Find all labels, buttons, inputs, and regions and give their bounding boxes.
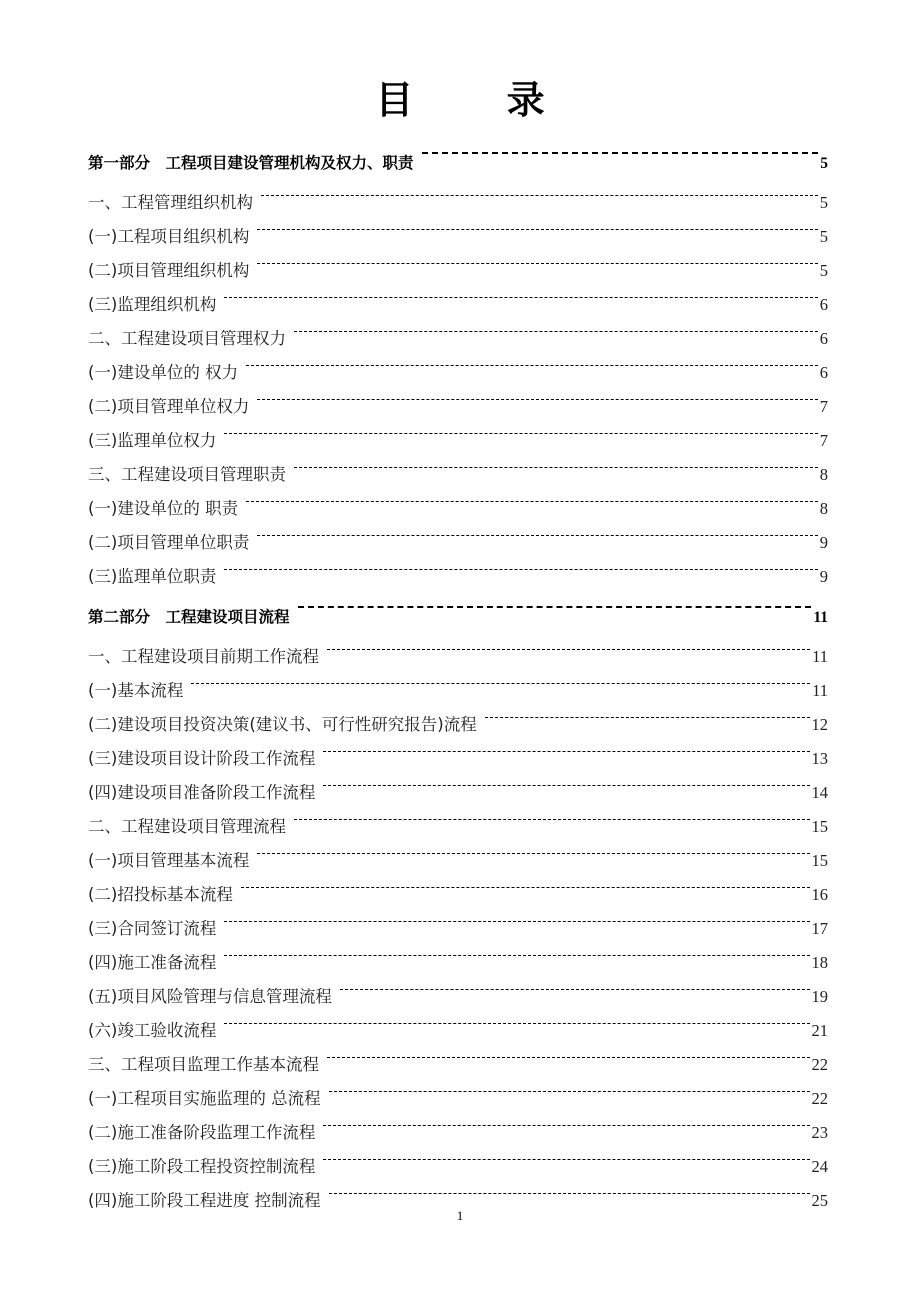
- toc-entry-label: (一)工程项目实施监理的 总流程: [88, 1089, 321, 1108]
- dot-leader: [298, 584, 812, 622]
- toc-title: 目 录: [375, 78, 585, 122]
- toc-entry-page: 16: [811, 885, 828, 904]
- dot-leader: [224, 276, 817, 310]
- toc-entry-label: (一)建设单位的 职责: [88, 499, 239, 518]
- toc-entry-page: 17: [811, 919, 828, 938]
- toc-entry-page: 9: [819, 567, 828, 586]
- dot-leader: [327, 628, 810, 662]
- toc-entry-page: 5: [819, 193, 828, 212]
- toc-entry-label: (三)合同签订流程: [88, 919, 217, 938]
- toc-entry-label: (二)项目管理组织机构: [88, 261, 250, 280]
- dot-leader: [224, 548, 817, 582]
- toc-entry-page: 8: [819, 499, 828, 518]
- toc-entry-label: (二)项目管理单位权力: [88, 397, 250, 416]
- dot-leader: [340, 968, 810, 1002]
- dot-leader: [257, 378, 817, 412]
- toc-entry-label: (一)工程项目组织机构: [88, 227, 250, 246]
- toc-entry-label: (四)施工阶段工程进度 控制流程: [88, 1191, 321, 1210]
- dot-leader: [327, 1036, 810, 1070]
- toc-entry-page: 6: [819, 363, 828, 382]
- toc-entry-label: (五)项目风险管理与信息管理流程: [88, 987, 332, 1006]
- toc-entry-page: 7: [819, 431, 828, 450]
- dot-leader: [257, 832, 809, 866]
- dot-leader: [294, 446, 818, 480]
- toc-entry-label: 一、工程建设项目前期工作流程: [88, 647, 319, 666]
- toc-entry-label: (二)项目管理单位职责: [88, 533, 250, 552]
- page-number: 1: [456, 1208, 464, 1223]
- toc-entry-page: 18: [811, 953, 828, 972]
- toc-entry-label: (一)建设单位的 权力: [88, 363, 239, 382]
- toc-entry-label: (二)招投标基本流程: [88, 885, 233, 904]
- toc-entry-page: 11: [813, 609, 828, 626]
- toc-entry-page: 22: [811, 1055, 828, 1074]
- toc-entry-page: 8: [819, 465, 828, 484]
- toc-entry-page: 24: [811, 1157, 828, 1176]
- dot-leader: [241, 866, 810, 900]
- toc-part-entry[interactable]: [88, 130, 828, 172]
- toc-entry-label: 三、工程建设项目管理职责: [88, 465, 286, 484]
- toc-entry-page: 5: [820, 155, 828, 172]
- toc-entry-label: (四)施工准备流程: [88, 953, 217, 972]
- dot-leader: [191, 662, 810, 696]
- dot-leader: [246, 344, 818, 378]
- toc-entry-label: (二)建设项目投资决策(建议书、可行性研究报告)流程: [88, 715, 477, 734]
- dot-leader: [257, 242, 817, 276]
- toc-entry-page: 15: [811, 817, 828, 836]
- dot-leader: [224, 1002, 809, 1036]
- dot-leader: [224, 934, 809, 968]
- toc-entry-page: 6: [819, 329, 828, 348]
- toc-entry-page: 6: [819, 295, 828, 314]
- toc-entry-label: (六)竣工验收流程: [88, 1021, 217, 1040]
- toc-entry-label: 三、工程项目监理工作基本流程: [88, 1055, 319, 1074]
- toc-entry-page: 7: [819, 397, 828, 416]
- toc-entry-page: 11: [812, 681, 828, 700]
- toc-entry-page: 21: [811, 1021, 828, 1040]
- toc-entry-page: 22: [811, 1089, 828, 1108]
- toc-entry-label: 第一部分 工程项目建设管理机构及权力、职责: [88, 154, 414, 172]
- dot-leader: [329, 1172, 810, 1206]
- dot-leader: [329, 1070, 810, 1104]
- dot-leader: [323, 764, 809, 798]
- dot-leader: [257, 514, 817, 548]
- toc-entry-label: (一)项目管理基本流程: [88, 851, 250, 870]
- toc-subsection-entry[interactable]: [88, 696, 828, 734]
- toc-entry-page: 12: [811, 715, 828, 734]
- dot-leader: [422, 130, 819, 168]
- toc-entry-label: (四)建设项目准备阶段工作流程: [88, 783, 316, 802]
- toc-entry-page: 15: [811, 851, 828, 870]
- toc-entry-label: 二、工程建设项目管理流程: [88, 817, 286, 836]
- toc-entry-page: 9: [819, 533, 828, 552]
- dot-leader: [246, 480, 818, 514]
- toc-entry-label: 第二部分 工程建设项目流程: [88, 608, 290, 626]
- dot-leader: [294, 798, 810, 832]
- toc-entry-label: (三)建设项目设计阶段工作流程: [88, 749, 316, 768]
- dot-leader: [323, 1104, 809, 1138]
- dot-leader: [224, 412, 817, 446]
- toc-entry-label: (一)基本流程: [88, 681, 184, 700]
- toc-entry-page: 23: [811, 1123, 828, 1142]
- dot-leader: [261, 174, 818, 208]
- toc-entry-label: (三)监理单位权力: [88, 431, 217, 450]
- toc-entry-label: (三)监理单位职责: [88, 567, 217, 586]
- table-of-contents: [88, 128, 828, 1210]
- toc-entry-label: 二、工程建设项目管理权力: [88, 329, 286, 348]
- toc-entry-page: 13: [811, 749, 828, 768]
- toc-entry-label: (三)监理组织机构: [88, 295, 217, 314]
- dot-leader: [294, 310, 818, 344]
- toc-subsection-entry[interactable]: [88, 662, 828, 700]
- toc-entry-page: 19: [811, 987, 828, 1006]
- toc-entry-label: (二)施工准备阶段监理工作流程: [88, 1123, 316, 1142]
- toc-entry-page: 14: [811, 783, 828, 802]
- dot-leader: [224, 900, 809, 934]
- dot-leader: [257, 208, 817, 242]
- toc-entry-page: 5: [819, 261, 828, 280]
- toc-entry-label: 一、工程管理组织机构: [88, 193, 253, 212]
- toc-entry-page: 5: [819, 227, 828, 246]
- dot-leader: [323, 1138, 809, 1172]
- toc-entry-label: (三)施工阶段工程投资控制流程: [88, 1157, 316, 1176]
- dot-leader: [485, 696, 810, 730]
- toc-entry-page: 25: [811, 1191, 828, 1210]
- toc-entry-page: 11: [812, 647, 828, 666]
- dot-leader: [323, 730, 809, 764]
